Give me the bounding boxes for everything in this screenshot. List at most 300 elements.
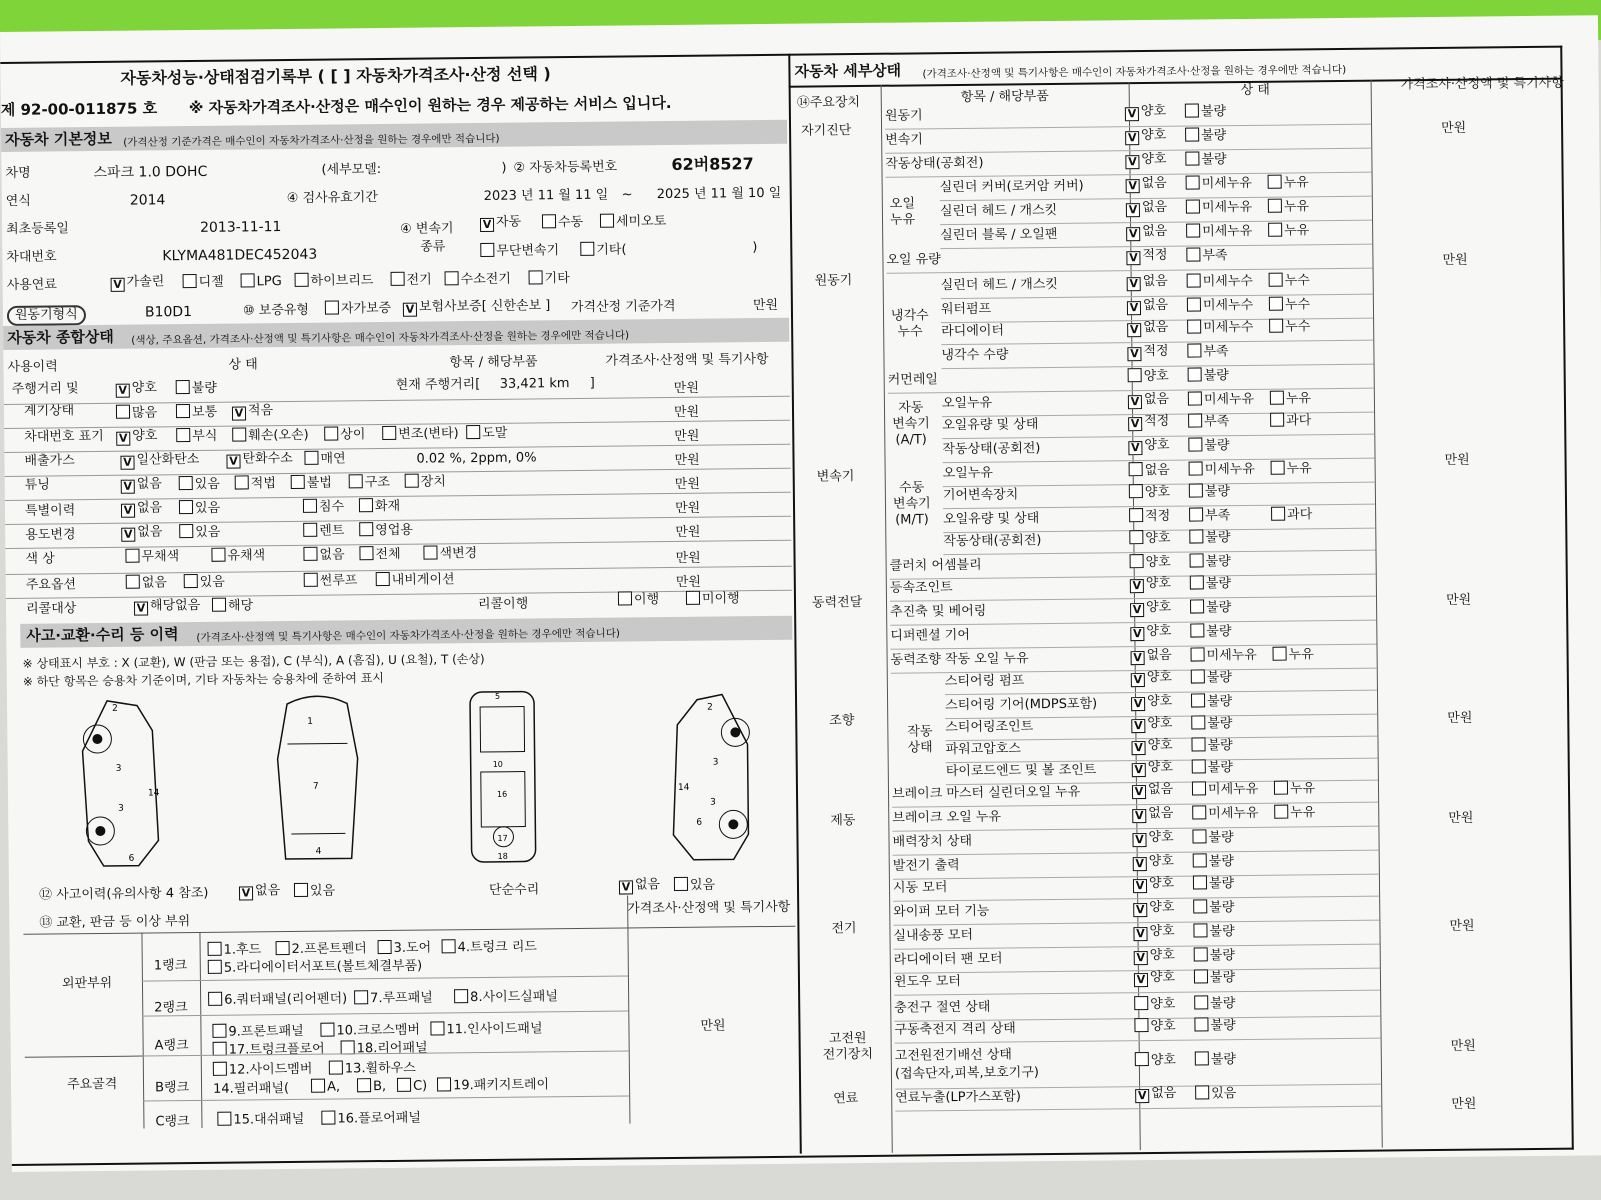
- checkbox-icon: [311, 1079, 325, 1093]
- detail-col-price: 가격조사·산정액 및 특기사항: [1400, 75, 1564, 93]
- accident-section-title: 사고·교환·수리 등 이력: [26, 625, 179, 645]
- detail-state-option[interactable]: [1185, 151, 1226, 168]
- detail-state-option[interactable]: [1131, 670, 1172, 687]
- detail-item-name: 스티어링 기어(MDPS포함): [945, 696, 1098, 714]
- detail-state-option[interactable]: [1186, 223, 1252, 241]
- detail-state-option[interactable]: [1130, 600, 1171, 617]
- main-option[interactable]: [126, 574, 167, 591]
- checkbox-icon: [1194, 947, 1208, 961]
- checkbox-icon: [324, 426, 338, 440]
- detail-state-option[interactable]: [1135, 1052, 1176, 1069]
- detail-state-option[interactable]: [1127, 298, 1168, 315]
- detail-state-option[interactable]: [1132, 830, 1173, 847]
- detail-state-option[interactable]: [1134, 1018, 1175, 1035]
- detail-state-option[interactable]: [1271, 460, 1312, 477]
- detail-state-option[interactable]: [1129, 508, 1170, 525]
- detail-state-option-label: 양호: [1141, 127, 1167, 144]
- warranty-self-option[interactable]: [325, 300, 391, 318]
- fuel-option[interactable]: [391, 271, 432, 288]
- detail-state-option[interactable]: [1271, 506, 1312, 523]
- detail-state-option[interactable]: [1188, 437, 1229, 454]
- form-title: 자동차성능·상태점검기록부 ( [ ] 자동차가격조사·산정 선택 ): [120, 64, 551, 88]
- rankA-part-option[interactable]: [213, 1041, 325, 1059]
- detail-state-option-label: 미세누유: [1201, 199, 1253, 216]
- detail-state-option-label: 누유: [1286, 461, 1312, 477]
- color-option[interactable]: [303, 546, 344, 563]
- detail-state-option[interactable]: [1270, 390, 1311, 407]
- fuel-option[interactable]: [241, 273, 282, 290]
- vin-marking-option[interactable]: [176, 428, 217, 445]
- accident-none-option[interactable]: [239, 883, 280, 900]
- detail-state-option[interactable]: [1131, 648, 1172, 665]
- rank2-part-option[interactable]: [454, 988, 558, 1006]
- tuning-option[interactable]: [349, 474, 390, 491]
- detail-state-option[interactable]: [1128, 392, 1169, 409]
- detail-subgroup-label: 냉각수 누수: [890, 308, 929, 340]
- fuel-option-label: 수소전기: [460, 271, 511, 288]
- detail-state-option[interactable]: [1129, 530, 1170, 547]
- detail-subgroup-label: 수동 변속기 (M/T): [892, 480, 931, 528]
- checkbox-checked-icon: V: [1131, 673, 1145, 687]
- detail-state-option[interactable]: [1274, 804, 1315, 821]
- meter-few-option-label: 적음: [247, 403, 274, 419]
- detail-state-option[interactable]: [1188, 391, 1254, 409]
- fuel-option-label: 가솔린: [126, 274, 165, 290]
- detail-state-option[interactable]: [1269, 272, 1310, 289]
- detail-group-label: 연료: [833, 1091, 859, 1107]
- detail-state-option[interactable]: [1190, 599, 1231, 616]
- main-option[interactable]: [184, 574, 225, 591]
- detail-state-option[interactable]: [1193, 923, 1234, 940]
- rankC-label: C랭크: [155, 1114, 190, 1130]
- detail-state-option[interactable]: [1188, 367, 1229, 384]
- checkbox-checked-icon: V: [1131, 719, 1145, 733]
- detail-state-option[interactable]: [1132, 782, 1173, 799]
- detail-state-option[interactable]: [1189, 507, 1230, 524]
- trans-cvt-option[interactable]: [480, 242, 559, 260]
- fuel-option[interactable]: [295, 272, 374, 290]
- detail-state-option[interactable]: [1129, 484, 1170, 501]
- detail-state-option[interactable]: [1190, 553, 1231, 570]
- col-item: 항목 / 해당부품: [449, 354, 538, 371]
- detail-state-option[interactable]: [1192, 759, 1233, 776]
- detail-state-option[interactable]: [1133, 900, 1174, 917]
- detail-state-option-label: 양호: [1146, 693, 1173, 710]
- detail-state-option[interactable]: [1186, 247, 1227, 264]
- warranty-ins-option[interactable]: [403, 298, 551, 317]
- odo-ok-option-label: 양호: [131, 380, 157, 396]
- detail-item-name: 실린더 헤드 / 개스킷: [939, 202, 1058, 220]
- tuning-option[interactable]: [405, 473, 446, 490]
- color-option-label: 무채색: [141, 549, 180, 565]
- overall-price-unit: 만원: [674, 476, 700, 492]
- detail-state-option[interactable]: [1269, 318, 1310, 335]
- special-history-option[interactable]: [359, 498, 400, 515]
- detail-state-option-label: 누유: [1283, 199, 1310, 215]
- checkbox-icon: [208, 992, 222, 1006]
- detail-state-option[interactable]: [1187, 319, 1253, 337]
- detail-state-option[interactable]: [1126, 224, 1167, 241]
- checkbox-icon: [1270, 413, 1284, 427]
- checkbox-icon: [295, 273, 309, 287]
- trans-manual-option[interactable]: [542, 214, 583, 231]
- detail-state-option[interactable]: [1128, 438, 1169, 455]
- tuning-option[interactable]: [179, 476, 220, 493]
- detail-state-option[interactable]: [1191, 693, 1232, 710]
- color-option[interactable]: [423, 545, 477, 563]
- svg-text:16: 16: [496, 789, 508, 799]
- checkbox-icon: [1271, 507, 1285, 521]
- rankA-part-option-label: 11.인사이드패널: [446, 1021, 543, 1038]
- tuning-option[interactable]: [121, 476, 162, 493]
- detail-state-option[interactable]: [1126, 176, 1167, 193]
- special-history-option[interactable]: [121, 500, 162, 517]
- detail-state-option[interactable]: [1190, 623, 1231, 640]
- checkbox-icon: [1274, 805, 1288, 819]
- detail-state-option[interactable]: [1131, 738, 1172, 755]
- vin-marking-option-label: 양호: [132, 428, 158, 444]
- recall-done-option[interactable]: [618, 591, 659, 608]
- outer-panel-label: 외판부위: [61, 975, 113, 992]
- detail-state-option[interactable]: [1132, 760, 1173, 777]
- checkbox-checked-icon: V: [403, 303, 417, 317]
- checkbox-checked-icon: V: [1127, 277, 1141, 291]
- vin-marking-option[interactable]: [232, 427, 309, 445]
- detail-state-option[interactable]: [1185, 103, 1226, 120]
- rank1-part-option[interactable]: [378, 940, 432, 958]
- overall-price-unit: 만원: [674, 500, 701, 516]
- detail-state-option[interactable]: [1186, 175, 1252, 193]
- detail-state-option[interactable]: [1127, 320, 1168, 337]
- detail-item-name: 실린더 커버(로커암 커버): [939, 178, 1084, 196]
- vin-marking-option[interactable]: [466, 425, 507, 442]
- trans-auto-option[interactable]: [480, 215, 521, 232]
- detail-state-option[interactable]: [1195, 1085, 1236, 1102]
- detail-state-option-label: 양호: [1149, 923, 1175, 940]
- detail-state-option[interactable]: [1192, 781, 1258, 799]
- rank1-part-option[interactable]: [276, 940, 367, 958]
- detail-state-option-label: 불량: [1210, 1052, 1237, 1068]
- rankB-pillar-option[interactable]: [357, 1078, 386, 1095]
- detail-state-option[interactable]: [1191, 647, 1257, 665]
- recall-exists-option[interactable]: [212, 597, 253, 614]
- repair-none-option[interactable]: [619, 877, 660, 894]
- detail-state-option-label: 불량: [1206, 600, 1232, 616]
- checkbox-icon: [686, 591, 700, 605]
- detail-state-option[interactable]: [1194, 947, 1235, 964]
- detail-state-option[interactable]: [1125, 104, 1166, 121]
- detail-state-option-label: 없음: [1146, 647, 1172, 664]
- detail-state-option-label: 누수: [1285, 319, 1311, 335]
- detail-state-option[interactable]: [1193, 899, 1234, 916]
- detail-state-option[interactable]: [1194, 1017, 1235, 1034]
- detail-state-option[interactable]: [1134, 948, 1175, 965]
- rank2-part-option[interactable]: [208, 990, 347, 1008]
- detail-state-option-label: 양호: [1149, 947, 1175, 964]
- use-change-option[interactable]: [179, 524, 220, 541]
- trans-semi-option[interactable]: [600, 213, 666, 231]
- svg-text:10: 10: [492, 759, 503, 769]
- detail-state-option-label: 양호: [1148, 875, 1175, 892]
- detail-col-item: 항목 / 해당부품: [960, 89, 1049, 105]
- detail-state-option[interactable]: [1128, 414, 1169, 431]
- detail-state-option[interactable]: [1270, 412, 1311, 429]
- svg-text:3: 3: [710, 797, 716, 808]
- odo-close: ]: [589, 375, 595, 391]
- rankB-pillar-option[interactable]: [311, 1078, 340, 1095]
- detail-group-label: 조향: [829, 713, 855, 729]
- rankB-label: B랭크: [154, 1080, 190, 1096]
- rankB-pillar-option[interactable]: [397, 1078, 427, 1095]
- detail-state-option[interactable]: [1127, 344, 1168, 361]
- detail-state-option[interactable]: [1186, 199, 1252, 217]
- detail-state-option[interactable]: [1185, 127, 1226, 144]
- detail-state-option[interactable]: [1193, 853, 1234, 870]
- rankA-part-option[interactable]: [430, 1020, 542, 1038]
- fuel-option-label: 하이브리드: [310, 273, 374, 289]
- vin-marking-option-label: 훼손(오손): [248, 427, 309, 444]
- detail-state-option[interactable]: [1135, 1086, 1176, 1103]
- detail-state-option[interactable]: [1192, 829, 1233, 846]
- detail-state-option-label: 미세누유: [1208, 805, 1259, 822]
- detail-state-option[interactable]: [1126, 200, 1167, 217]
- checkbox-icon: [294, 883, 308, 897]
- odo-bad-option[interactable]: [176, 380, 217, 397]
- fuel-option[interactable]: [183, 274, 224, 291]
- rank1-part-option[interactable]: [208, 958, 423, 977]
- checkbox-checked-icon: V: [1132, 785, 1146, 799]
- svg-text:4: 4: [315, 846, 322, 857]
- rank1-part-option[interactable]: [442, 938, 538, 956]
- checkbox-icon: [1193, 923, 1207, 937]
- meter-normal-option[interactable]: [176, 404, 217, 421]
- detail-state-option-label: 없음: [1151, 1085, 1177, 1102]
- color-option-label: 전체: [375, 546, 401, 563]
- use-change-option[interactable]: [121, 524, 162, 541]
- detail-state-option[interactable]: [1268, 174, 1309, 191]
- gas-hc-option[interactable]: [226, 451, 292, 469]
- rankA-part-option[interactable]: [341, 1040, 428, 1058]
- rank1-part-option[interactable]: [208, 941, 262, 959]
- detail-state-option[interactable]: [1189, 483, 1230, 500]
- odo-ok-option[interactable]: [116, 380, 157, 397]
- rank2-part-option[interactable]: [354, 990, 433, 1008]
- checkbox-icon: [1187, 273, 1201, 287]
- detail-state-option[interactable]: [1191, 737, 1232, 754]
- detail-group-label: 원동기: [814, 273, 853, 289]
- detail-state-option[interactable]: [1125, 128, 1166, 145]
- detail-state-option[interactable]: [1274, 780, 1315, 797]
- vin-marking-option-label: 변조(변타): [398, 426, 459, 442]
- recall-not-option[interactable]: [686, 590, 740, 608]
- recall-none-option-label: 해당없음: [149, 597, 201, 614]
- detail-state-option[interactable]: [1273, 646, 1314, 663]
- meter-few-option[interactable]: [232, 403, 273, 420]
- vin-marking-option[interactable]: [116, 428, 157, 445]
- recall-exists-option-label: 해당: [227, 598, 254, 614]
- detail-state-option[interactable]: [1128, 368, 1169, 385]
- detail-state-option[interactable]: [1188, 413, 1229, 430]
- tuning-option-label: 없음: [136, 476, 162, 492]
- detail-state-option[interactable]: [1194, 969, 1235, 986]
- parts-price-unit: 만원: [700, 1018, 726, 1034]
- reg-no: 62버8527: [671, 154, 754, 174]
- detail-state-option[interactable]: [1130, 576, 1171, 593]
- detail-state-option-label: 양호: [1149, 969, 1176, 986]
- rankA-part-option[interactable]: [212, 1023, 303, 1041]
- use-change-option[interactable]: [359, 522, 413, 540]
- detail-group-label: 자기진단: [801, 123, 852, 139]
- checkbox-icon: [213, 1062, 227, 1076]
- repair-exists-option[interactable]: [674, 877, 715, 894]
- svg-text:5: 5: [494, 691, 501, 701]
- detail-state-option[interactable]: [1193, 875, 1234, 892]
- detail-state-option[interactable]: [1125, 152, 1166, 169]
- vin-marking-option-label: 도말: [482, 425, 508, 441]
- detail-state-option[interactable]: [1268, 198, 1309, 215]
- detail-state-option[interactable]: [1268, 222, 1309, 239]
- detail-state-option-label: 부족: [1205, 508, 1231, 524]
- checkbox-icon: [176, 380, 190, 394]
- overall-row-label: 주행거리 및: [11, 381, 79, 397]
- detail-state-option[interactable]: [1131, 694, 1172, 711]
- accident-exists-option[interactable]: [294, 883, 335, 900]
- detail-state-option[interactable]: [1192, 805, 1258, 823]
- recall-none-option[interactable]: [134, 598, 200, 616]
- detail-state-option-label: 누수: [1284, 273, 1310, 289]
- color-option[interactable]: [211, 547, 265, 565]
- detail-state-option[interactable]: [1129, 462, 1170, 479]
- overall-price-unit: 만원: [673, 380, 699, 396]
- detail-state-option[interactable]: [1194, 995, 1235, 1012]
- fuel-option[interactable]: [111, 274, 165, 292]
- vin-marking-option[interactable]: [382, 425, 459, 443]
- checkbox-icon: [184, 574, 198, 588]
- detail-state-option[interactable]: [1187, 343, 1228, 360]
- detail-state-option[interactable]: [1126, 248, 1167, 265]
- rankA-part-option-label: 10.크로스멤버: [336, 1022, 421, 1039]
- meter-many-option[interactable]: [116, 404, 157, 421]
- main-option[interactable]: [376, 571, 455, 589]
- main-option[interactable]: [304, 572, 358, 590]
- detail-state-option-label: 불량: [1203, 368, 1229, 384]
- tuning-option-label: 장치: [420, 474, 446, 490]
- detail-state-option[interactable]: [1187, 273, 1253, 291]
- detail-state-option[interactable]: [1134, 996, 1175, 1013]
- special-history-option[interactable]: [303, 498, 344, 515]
- checkbox-icon: [1269, 297, 1283, 311]
- year-label: 연식: [5, 193, 31, 209]
- checkbox-checked-icon: V: [226, 455, 240, 469]
- detail-state-option-label: 양호: [1141, 151, 1167, 168]
- detail-state-option[interactable]: [1131, 716, 1172, 733]
- detail-state-option[interactable]: [1195, 1051, 1236, 1068]
- svg-text:2: 2: [112, 703, 118, 714]
- gas-co-option[interactable]: [120, 452, 199, 470]
- detail-state-option-label: 부족: [1204, 414, 1230, 430]
- rankB-part-option[interactable]: [213, 1061, 313, 1079]
- detail-item-name: 기어변속장치: [942, 487, 1019, 504]
- detail-state-option[interactable]: [1130, 624, 1171, 641]
- detail-model-label: (세부모델:: [321, 162, 382, 178]
- checkbox-icon: [1190, 599, 1204, 613]
- rankA-part-option[interactable]: [320, 1022, 420, 1040]
- detail-state-option-label: 불량: [1200, 104, 1227, 120]
- legend-note: ※ 하단 항목은 승용차 기준이며, 기타 자동차는 승용차에 준하여 표시: [22, 671, 385, 689]
- detail-state-option[interactable]: [1190, 575, 1231, 592]
- detail-state-option-label: 양호: [1145, 575, 1172, 592]
- detail-state-option[interactable]: [1269, 296, 1310, 313]
- detail-item-name: 스티어링조인트: [945, 719, 1034, 736]
- detail-state-option[interactable]: [1132, 806, 1173, 823]
- rankB-part-option[interactable]: [437, 1076, 549, 1094]
- tuning-option[interactable]: [235, 475, 276, 492]
- detail-item-name: 오일 유량: [886, 252, 941, 268]
- car-side-left-diagram: [67, 690, 189, 871]
- fuel-option[interactable]: [529, 270, 570, 287]
- detail-state-option-label: 양호: [1144, 484, 1171, 501]
- color-option[interactable]: [125, 548, 179, 566]
- vin-marking-option[interactable]: [324, 426, 365, 443]
- detail-state-option[interactable]: [1189, 529, 1230, 546]
- detail-state-option-label: 양호: [1143, 368, 1169, 385]
- checkbox-icon: [320, 1023, 334, 1037]
- rankC-part-option[interactable]: [217, 1111, 304, 1129]
- detail-state-option[interactable]: [1191, 715, 1232, 732]
- checkbox-checked-icon: V: [1130, 627, 1144, 641]
- detail-state-option[interactable]: [1127, 274, 1168, 291]
- detail-state-option[interactable]: [1130, 554, 1171, 571]
- checkbox-checked-icon: V: [1133, 903, 1147, 917]
- checkbox-icon: [1188, 367, 1202, 381]
- tuning-option[interactable]: [291, 475, 332, 492]
- fuel-option[interactable]: [445, 271, 511, 289]
- detail-state-option[interactable]: [1191, 669, 1232, 686]
- detail-section-title: 자동차 세부상태: [794, 61, 902, 81]
- checkbox-icon: [580, 242, 594, 256]
- checkbox-icon: [466, 425, 480, 439]
- detail-state-option[interactable]: [1133, 924, 1174, 941]
- checkbox-checked-icon: V: [239, 886, 253, 900]
- rankB-part-option[interactable]: [329, 1060, 416, 1078]
- detail-state-option-label: 없음: [1142, 297, 1169, 314]
- gas-smoke-option[interactable]: [304, 450, 345, 467]
- warranty-ins-label: 보험사보증[ 신한손보 ]: [418, 298, 551, 315]
- detail-item-name: 디퍼렌셜 기어: [890, 627, 970, 644]
- detail-state-option[interactable]: [1133, 876, 1174, 893]
- color-option[interactable]: [359, 546, 400, 563]
- rankC-part-option[interactable]: [321, 1110, 421, 1128]
- checkbox-checked-icon: V: [1126, 203, 1140, 217]
- detail-state-option-label: 불량: [1207, 738, 1233, 754]
- detail-state-option[interactable]: [1187, 297, 1253, 315]
- simple-repair-label: 단순수리: [488, 882, 540, 898]
- detail-state-option[interactable]: [1133, 854, 1174, 871]
- trans-other-option[interactable]: [580, 241, 626, 258]
- basic-section-note: (가격산정 기준가격은 매수인이 자동차가격조사·산정을 원하는 경우에만 적습니다): [123, 132, 500, 149]
- use-change-option[interactable]: [303, 522, 344, 539]
- detail-state-option-label: 미세누유: [1207, 781, 1259, 798]
- checkbox-checked-icon: V: [1135, 1089, 1149, 1103]
- special-history-option[interactable]: [179, 500, 220, 517]
- checkbox-icon: [349, 474, 363, 488]
- color-option-label: 색변경: [439, 546, 478, 562]
- checkbox-checked-icon: V: [1128, 441, 1142, 455]
- checkbox-icon: [179, 476, 193, 490]
- detail-state-option[interactable]: [1134, 970, 1175, 987]
- detail-state-option[interactable]: [1189, 461, 1255, 479]
- checkbox-icon: [126, 575, 140, 589]
